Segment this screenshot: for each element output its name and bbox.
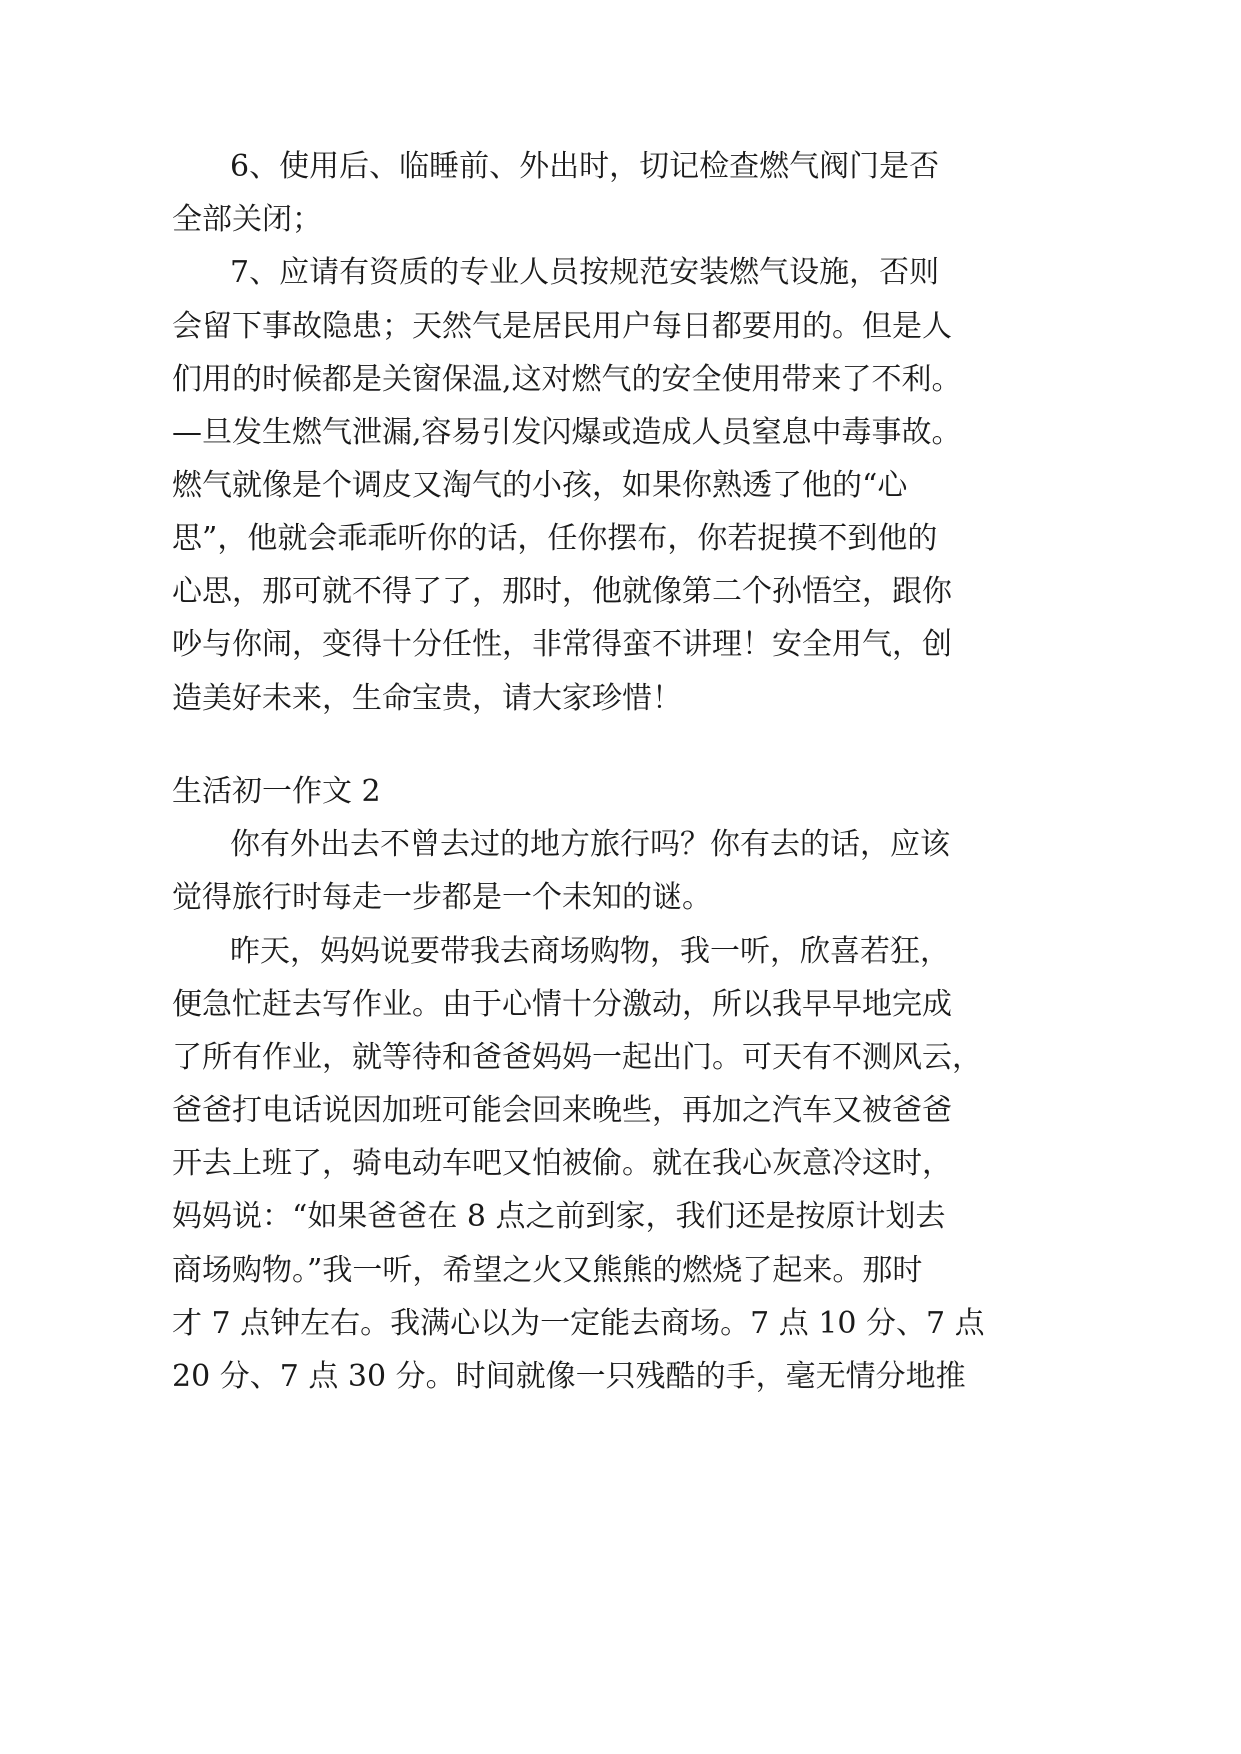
text-line: 了所有作业，就等待和爸爸妈妈一起出门。可天有不测风云， (172, 1040, 982, 1075)
text-line: 会留下事故隐患；天然气是居民用户每日都要用的。但是人 (172, 309, 952, 344)
text-line: 造美好未来，生命宝贵，请大家珍惜！ (172, 681, 682, 716)
text-line: 才 7 点钟左右。我满心以为一定能去商场。7 点 10 分、7 点 (172, 1306, 985, 1341)
text-line: 思”，他就会乖乖听你的话，任你摆布，你若捉摸不到他的 (172, 521, 938, 556)
text-line: 爸爸打电话说因加班可能会回来晚些，再加之汽车又被爸爸 (172, 1093, 952, 1128)
text-line: 7、应请有资质的专业人员按规范安装燃气设施，否则 (230, 255, 940, 290)
text-line: 吵与你闹，变得十分任性，非常得蛮不讲理！安全用气，创 (172, 627, 952, 662)
text-line: 6、使用后、临睡前、外出时，切记检查燃气阀门是否 (230, 149, 940, 184)
text-line: 们用的时候都是关窗保温,这对燃气的安全使用带来了不利。 (172, 362, 962, 397)
text-line: 妈妈说：“如果爸爸在 8 点之前到家，我们还是按原计划去 (172, 1199, 946, 1234)
text-line: 便急忙赶去写作业。由于心情十分激动，所以我早早地完成 (172, 987, 952, 1022)
text-line: 昨天，妈妈说要带我去商场购物，我一听，欣喜若狂， (230, 934, 950, 969)
text-line: 商场购物。”我一听，希望之火又熊熊的燃烧了起来。那时 (172, 1253, 923, 1288)
text-line: —旦发生燃气泄漏,容易引发闪爆或造成人员窒息中毒事故。 (172, 415, 962, 450)
section-title: 生活初一作文 2 (172, 774, 381, 809)
text-line: 20 分、7 点 30 分。时间就像一只残酷的手，毫无情分地推 (172, 1359, 966, 1394)
text-line: 全部关闭； (172, 202, 322, 237)
text-line: 开去上班了，骑电动车吧又怕被偷。就在我心灰意冷这时， (172, 1146, 952, 1181)
text-line: 燃气就像是个调皮又淘气的小孩，如果你熟透了他的“心 (172, 468, 908, 503)
text-line: 觉得旅行时每走一步都是一个未知的谜。 (172, 880, 712, 915)
text-line: 你有外出去不曾去过的地方旅行吗？你有去的话，应该 (230, 827, 950, 862)
text-line: 心思，那可就不得了了，那时，他就像第二个孙悟空，跟你 (172, 574, 952, 609)
